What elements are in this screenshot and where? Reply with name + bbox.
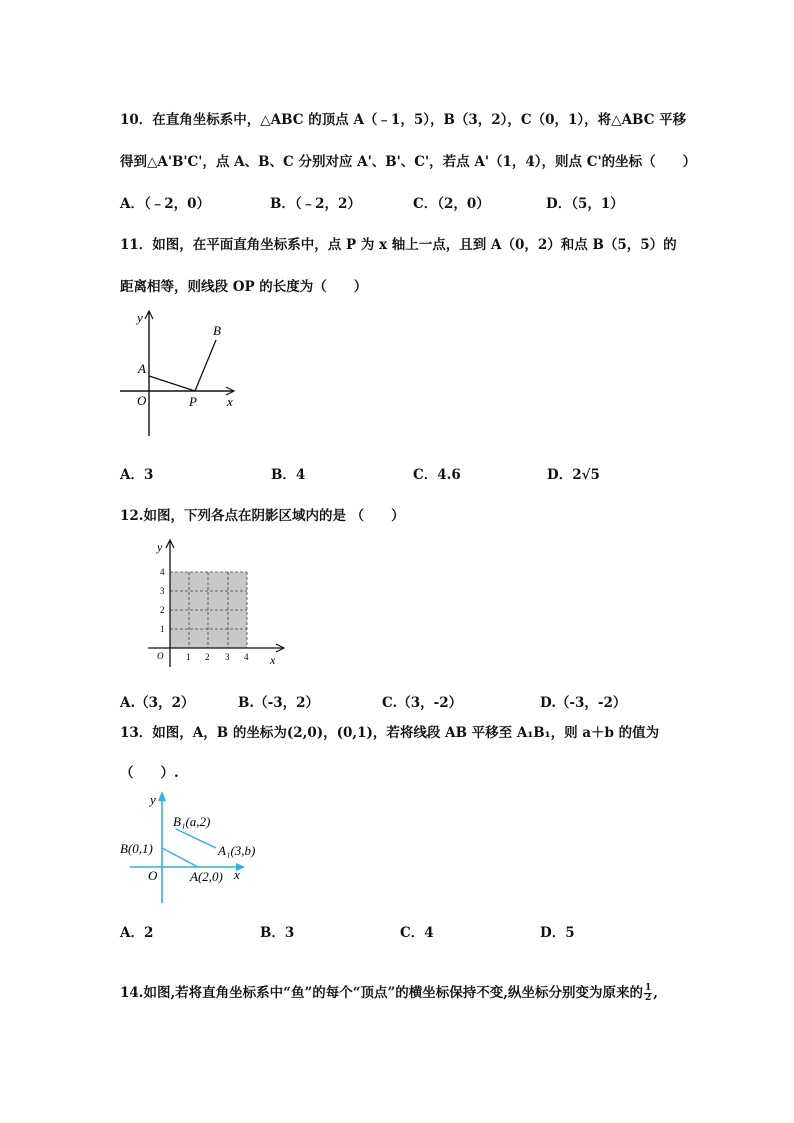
q12-label-y: y <box>157 540 163 554</box>
q12-label-o: O <box>157 651 164 661</box>
q12-xtick-1: 1 <box>186 652 191 662</box>
q13-label-b1: B₁(a,2) <box>173 814 211 829</box>
q12-ytick-4: 4 <box>160 567 165 577</box>
q11-option-d: D．2√5 <box>547 467 600 483</box>
q14-fraction-numerator: 1 <box>644 983 652 993</box>
q12-xtick-2: 2 <box>205 652 210 662</box>
q13-stem-line1: 13．如图，A，B 的坐标为(2,0)，(0,1)，若将线段 AB 平移至 A₁B₁，则 a＋b 的值为 <box>120 725 660 741</box>
q13-figure <box>118 788 278 908</box>
q11-label-b: B <box>213 323 221 338</box>
q11-label-y: y <box>137 310 143 325</box>
q11-segment-ap <box>149 376 195 391</box>
q12-xtick-4: 4 <box>244 652 249 662</box>
q11-stem-line1: 11．如图，在平面直角坐标系中，点 P 为 x 轴上一点，且到 A（0，2）和点 B（5，5）的 <box>120 237 677 253</box>
q14-stem-text: 14.如图,若将直角坐标系中“鱼”的每个“顶点”的横坐标保持不变,纵坐标分别变为原来的 <box>120 985 643 1001</box>
q13-stem-line2: （ ）. <box>120 765 179 781</box>
q10-stem-line1: 10．在直角坐标系中，△ABC 的顶点 A（﹣1，5），B（3，2），C（0，1），将△ABC 平移 <box>120 112 687 128</box>
q13-label-b: B(0,1) <box>120 841 153 856</box>
q13-y-arrow <box>158 791 166 801</box>
q14-stem-line1 <box>120 981 658 1003</box>
q13-option-d: D．5 <box>540 925 575 941</box>
q13-option-b: B．3 <box>260 925 295 941</box>
q13-label-y: y <box>150 792 156 807</box>
q11-stem-line2: 距离相等，则线段 OP 的长度为（ ） <box>120 279 368 295</box>
q11-option-b: B．4 <box>271 467 306 483</box>
q12-ytick-2: 2 <box>160 605 165 615</box>
q14-fraction <box>644 984 652 1003</box>
q10-option-b: B．（﹣2，2） <box>270 196 361 212</box>
q13-label-a1: A₁(3,b) <box>218 843 256 858</box>
q12-option-a: A.（3，2） <box>120 695 195 711</box>
q12-figure <box>145 535 290 670</box>
q14-stem-tail: , <box>653 985 658 1001</box>
q13-label-o: O <box>148 868 158 883</box>
q12-option-b: B.（-3，2） <box>238 695 319 711</box>
q13-label-x: x <box>234 867 240 882</box>
q10-option-d: D．（5，1） <box>546 196 624 212</box>
q11-label-p: P <box>189 394 197 409</box>
q11-option-c: C．4.6 <box>413 467 461 483</box>
q12-ytick-1: 1 <box>160 624 165 634</box>
q11-label-x: x <box>227 394 233 409</box>
q11-option-a: A．3 <box>120 467 154 483</box>
q12-option-d: D.（-3，-2） <box>540 695 627 711</box>
q12-label-x: x <box>270 653 276 667</box>
q10-option-c: C．（2，0） <box>413 196 490 212</box>
q12-option-c: C.（3，-2） <box>382 695 463 711</box>
q12-xtick-3: 3 <box>225 652 230 662</box>
q10-stem-line2: 得到△A'B'C'，点 A、B、C 分别对应 A'、B'、C'，若点 A'（1，4），则点 C'的坐标（ ） <box>120 154 697 170</box>
q11-label-o: O <box>137 393 147 408</box>
q13-label-a: A(2,0) <box>190 869 223 884</box>
q13-segment-ab <box>162 848 198 867</box>
q13-option-a: A．2 <box>120 925 154 941</box>
q11-figure <box>115 308 245 438</box>
q14-fraction-denominator: 2 <box>644 993 652 1003</box>
q12-stem-line1: 12.如图，下列各点在阴影区域内的是 （ ） <box>120 508 405 524</box>
q13-segment-a1b1 <box>176 829 216 848</box>
q10-option-a: A．（﹣2，0） <box>120 196 211 212</box>
q11-segment-pb <box>195 340 216 391</box>
q11-label-a: A <box>138 361 146 376</box>
q12-ytick-3: 3 <box>160 586 165 596</box>
q13-option-c: C．4 <box>400 925 434 941</box>
